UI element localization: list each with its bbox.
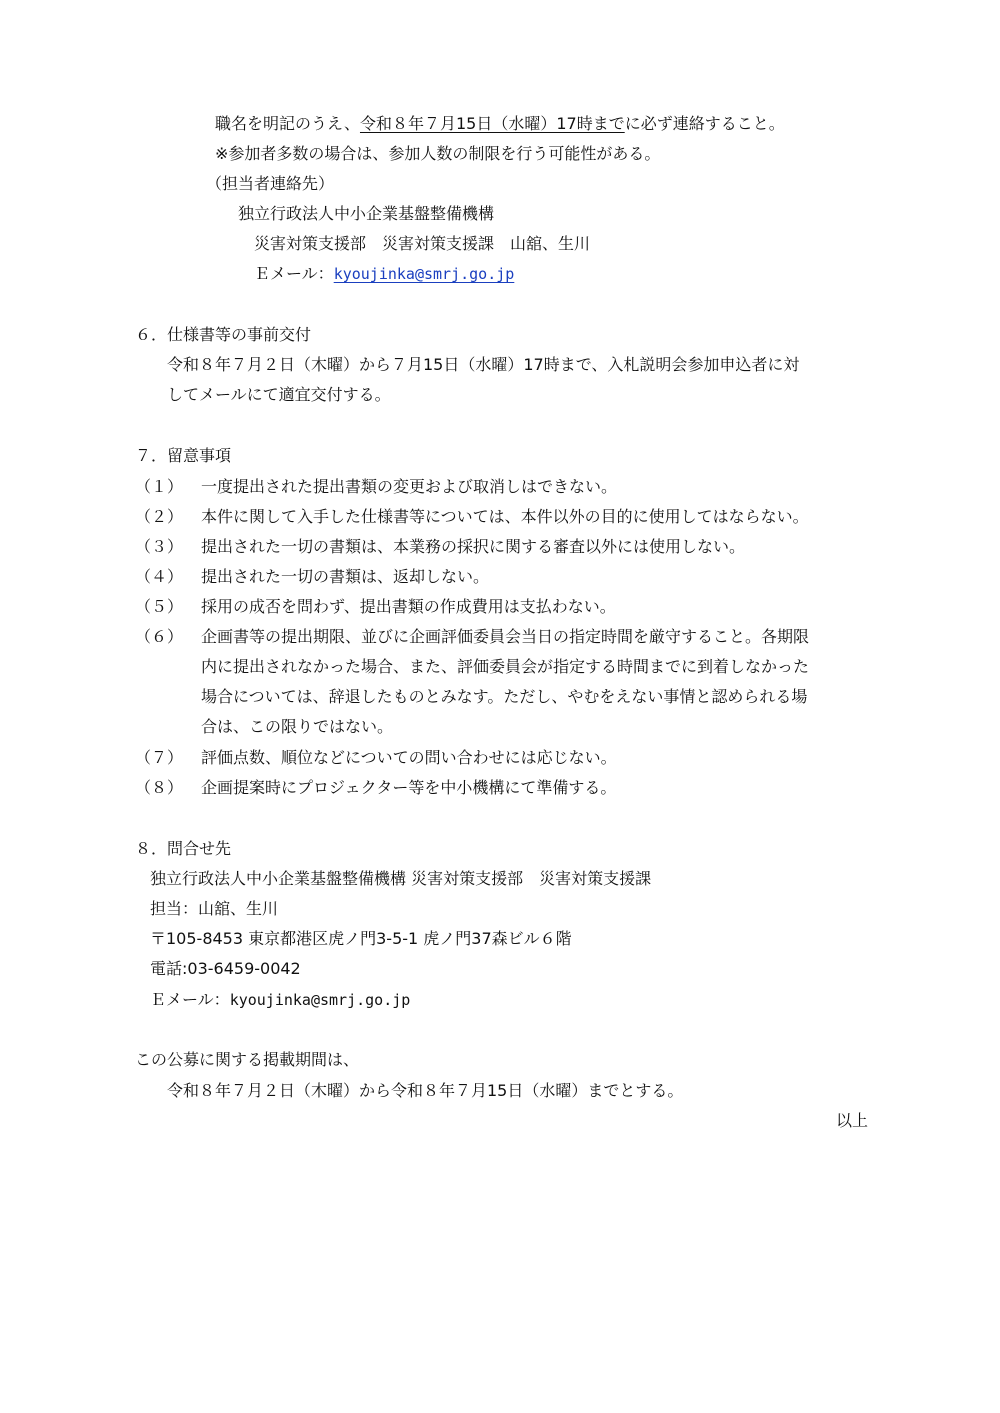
contact-email-label: Ｅメール： (254, 264, 334, 283)
note-item-text: 企画書等の提出期限、並びに企画評価委員会当日の指定時間を厳守すること。各期限 (201, 627, 810, 646)
inquiry-email-line (150, 990, 410, 1010)
note-item-2 (135, 507, 809, 527)
inquiry-person: 担当：山舘、生川 (150, 899, 279, 918)
section-8-title: ８．問合せ先 (135, 839, 232, 858)
notice-line-1-pre: 職名を明記のうえ、 (215, 114, 360, 133)
section-6-title: ６．仕様書等の事前交付 (135, 325, 312, 344)
inquiry-email-label: Ｅメール： (150, 990, 230, 1009)
deadline-text: 令和８年７月15日（水曜）17時まで (359, 114, 625, 133)
note-item-number: （７） (135, 748, 184, 767)
section-6-body-line-1: 令和８年７月２日（木曜）から７月15日（水曜）17時まで、入札説明会参加申込者に対 (167, 355, 800, 374)
note-item-text: 評価点数、順位などについての問い合わせには応じない。 (201, 748, 617, 767)
note-item-6-line-3: 場合については、辞退したものとみなす。ただし、やむをえない事情と認められる場 (201, 687, 808, 706)
section-7-title: ７．留意事項 (135, 446, 232, 465)
note-item-text: 提出された一切の書類は、返却しない。 (201, 567, 490, 586)
contact-email-line (254, 264, 514, 284)
inquiry-org: 独立行政法人中小企業基盤整備機構 災害対策支援部 災害対策支援課 (150, 869, 652, 888)
note-item-text: 提出された一切の書類は、本業務の採択に関する審査以外には使用しない。 (201, 537, 746, 556)
period-intro: この公募に関する掲載期間は、 (135, 1050, 360, 1069)
note-item-8 (135, 778, 616, 798)
note-item-4 (135, 567, 489, 587)
closing-text: 以上 (836, 1111, 869, 1130)
note-item-7 (135, 748, 617, 768)
inquiry-address: 〒105-8453 東京都港区虎ノ門3-5-1 虎ノ門37森ビル６階 (150, 929, 572, 948)
note-item-text: 本件に関して入手した仕様書等については、本件以外の目的に使用してはならない。 (201, 507, 809, 526)
note-item-6 (135, 627, 809, 647)
notice-line-2: ※参加者多数の場合は、参加人数の制限を行う可能性がある。 (215, 144, 661, 163)
note-item-5 (135, 597, 616, 617)
contact-org: 独立行政法人中小企業基盤整備機構 (238, 204, 495, 223)
note-item-number: （６） (135, 627, 184, 646)
note-item-number: （１） (135, 477, 184, 496)
section-6-body-line-2: してメールにて適宜交付する。 (167, 385, 391, 404)
note-item-text: 一度提出された提出書類の変更および取消しはできない。 (201, 477, 618, 496)
note-item-6-line-4: 合は、この限りではない。 (201, 717, 394, 736)
note-item-number: （５） (135, 597, 184, 616)
contact-email-link[interactable]: kyoujinka@smrj.go.jp (333, 265, 515, 283)
inquiry-phone: 電話:03-6459-0042 (150, 959, 301, 978)
note-item-number: （３） (135, 537, 184, 556)
note-item-number: （８） (135, 778, 184, 797)
notice-line-1-post: に必ず連絡すること。 (624, 114, 785, 133)
notice-line-1 (215, 114, 785, 134)
inquiry-email: kyoujinka@smrj.go.jp (229, 991, 411, 1009)
note-item-3 (135, 537, 745, 557)
note-item-6-line-2: 内に提出されなかった場合、また、評価委員会が指定する時間までに到着しなかった (201, 657, 810, 676)
note-item-number: （４） (135, 567, 184, 586)
period-range: 令和８年７月２日（木曜）から令和８年７月15日（水曜）までとする。 (167, 1081, 684, 1100)
contact-heading: （担当者連絡先） (206, 174, 335, 193)
note-item-1 (135, 477, 617, 497)
note-item-text: 企画提案時にプロジェクター等を中小機構にて準備する。 (201, 778, 617, 797)
note-item-text: 採用の成否を問わず、提出書類の作成費用は支払わない。 (201, 597, 616, 616)
contact-dept: 災害対策支援部 災害対策支援課 山舘、生川 (254, 234, 591, 253)
note-item-number: （２） (135, 507, 184, 526)
